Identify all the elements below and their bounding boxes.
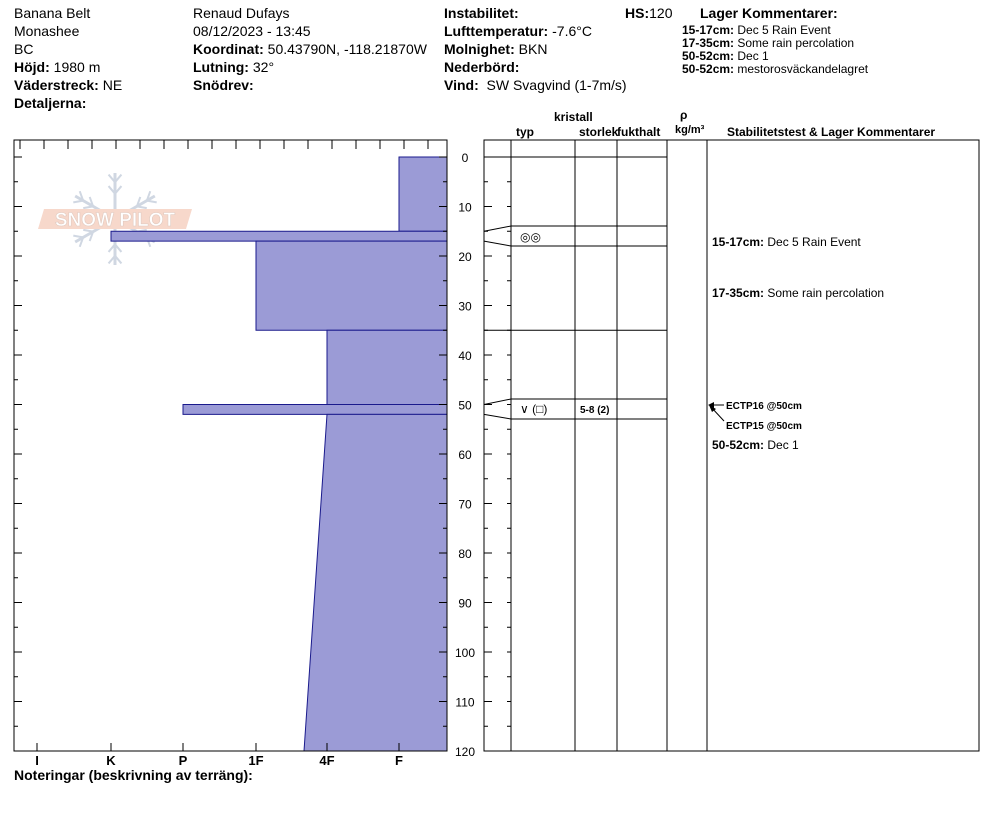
slope-value: 32° <box>252 59 275 75</box>
hardness-layer <box>327 330 447 404</box>
region-name: BC <box>14 41 34 57</box>
profile-comment-range: 15-17cm: <box>712 235 768 249</box>
wind-label: Vind: <box>444 77 479 93</box>
hardness-label: 1F <box>248 753 264 768</box>
profile-comment <box>712 286 884 300</box>
instability-label: Instabilitet: <box>444 5 519 21</box>
logo-wordmark: SNOW PILOT <box>54 210 176 231</box>
depth-label: 80 <box>458 547 472 561</box>
col-density-unit: kg/m³ <box>675 124 705 136</box>
snowpilot-logo <box>38 173 192 265</box>
profile-comment <box>712 438 799 452</box>
wind-value: SW Svagvind (1-7m/s) <box>486 77 627 93</box>
stability-test-label: ECTP16 @50cm <box>726 401 802 412</box>
layer-comment-text: Dec 1 <box>737 49 769 63</box>
drift-label: Snödrev: <box>193 77 254 93</box>
profile-comment <box>712 235 861 249</box>
depth-label: 0 <box>461 151 469 165</box>
layer-boundary-link <box>484 241 511 246</box>
layer-comments-title: Lager Kommentarer: <box>700 5 838 21</box>
depth-label: 50 <box>458 398 472 413</box>
depth-label: 10 <box>458 200 472 215</box>
profile-comment-range: 50-52cm: <box>712 438 768 452</box>
sky-label: Molnighet: <box>444 41 515 57</box>
col-kristall: kristall <box>554 110 593 124</box>
hardness-label: P <box>178 753 188 768</box>
col-stability: Stabilitetstest & Lager Kommentarer <box>727 125 936 139</box>
depth-label: 100 <box>454 646 476 660</box>
sky-value: BKN <box>518 41 548 57</box>
depth-label: 20 <box>458 250 472 264</box>
aspect-label: Väderstreck: <box>14 77 99 93</box>
hardness-layer <box>304 414 447 751</box>
airtemp-value: -7.6°C <box>552 23 592 39</box>
slope-label: Lutning: <box>193 59 249 75</box>
hardness-label: I <box>35 753 39 768</box>
observation-datetime: 08/12/2023 - 13:45 <box>193 23 311 39</box>
profile-comment-text: Dec 5 Rain Event <box>767 235 861 249</box>
elevation-value: 1980 m <box>53 59 101 75</box>
airtemp-label: Lufttemperatur: <box>444 23 549 39</box>
location-name: Banana Belt <box>14 5 91 21</box>
layer-boundary-link <box>484 399 511 405</box>
profile-comment-text: Some rain percolation <box>767 286 885 300</box>
observer-name: Renaud Dufays <box>193 5 290 21</box>
layer-boundary-link <box>484 414 511 419</box>
hs-value: 120 <box>649 5 673 21</box>
coord-label: Koordinat: <box>193 41 264 57</box>
layer-comment-text: Dec 5 Rain Event <box>737 23 831 37</box>
depth-label: 120 <box>454 745 476 759</box>
hardness-layer <box>399 157 447 231</box>
hardness-label: K <box>106 753 116 768</box>
grain-type-symbol: ◎◎ <box>520 230 541 244</box>
layer-comment-depth: 15-17cm: <box>682 23 738 37</box>
layer-comment-depth: 50-52cm: <box>682 62 738 76</box>
profile-comment-range: 17-35cm: <box>712 286 768 300</box>
precip-label: Nederbörd: <box>444 59 520 75</box>
hs-label: HS: <box>625 5 650 21</box>
col-fukthalt: fukthalt <box>617 125 661 139</box>
profile-comment-text: Dec 1 <box>767 438 799 452</box>
depth-label: 70 <box>458 497 472 512</box>
col-typ: typ <box>516 125 534 139</box>
depth-label: 90 <box>458 596 472 611</box>
coord-value: 50.43790N, -118.21870W <box>267 41 427 57</box>
range-name: Monashee <box>14 23 80 39</box>
depth-label: 30 <box>458 299 472 314</box>
grain-type-symbol: ∨ (□) <box>520 402 548 416</box>
elevation-label: Höjd: <box>14 59 50 75</box>
col-storlek: storlek <box>579 126 619 139</box>
hardness-label: 4F <box>319 753 335 768</box>
layer-comment-text: mestorosväckandelagret <box>737 62 869 76</box>
depth-label: 60 <box>458 448 472 462</box>
layer-comment-text: Some rain percolation <box>737 36 855 50</box>
notes-label: Noteringar (beskrivning av terräng): <box>14 767 253 783</box>
layer-comment-depth: 50-52cm: <box>682 49 738 63</box>
hardness-layer <box>256 241 447 330</box>
aspect-value: NE <box>102 77 123 93</box>
layer-comment-depth: 17-35cm: <box>682 36 738 50</box>
depth-label: 40 <box>458 349 472 363</box>
hardness-label: F <box>395 753 403 768</box>
hardness-layer <box>111 231 447 241</box>
layer-boundary-link <box>484 226 511 231</box>
hardness-layer <box>183 405 447 415</box>
depth-label: 110 <box>455 695 475 710</box>
grain-size: 5-8 (2) <box>580 405 610 416</box>
col-rho: ρ <box>680 108 688 122</box>
details-label: Detaljerna: <box>14 95 87 111</box>
stability-test-label: ECTP15 @50cm <box>726 421 802 432</box>
